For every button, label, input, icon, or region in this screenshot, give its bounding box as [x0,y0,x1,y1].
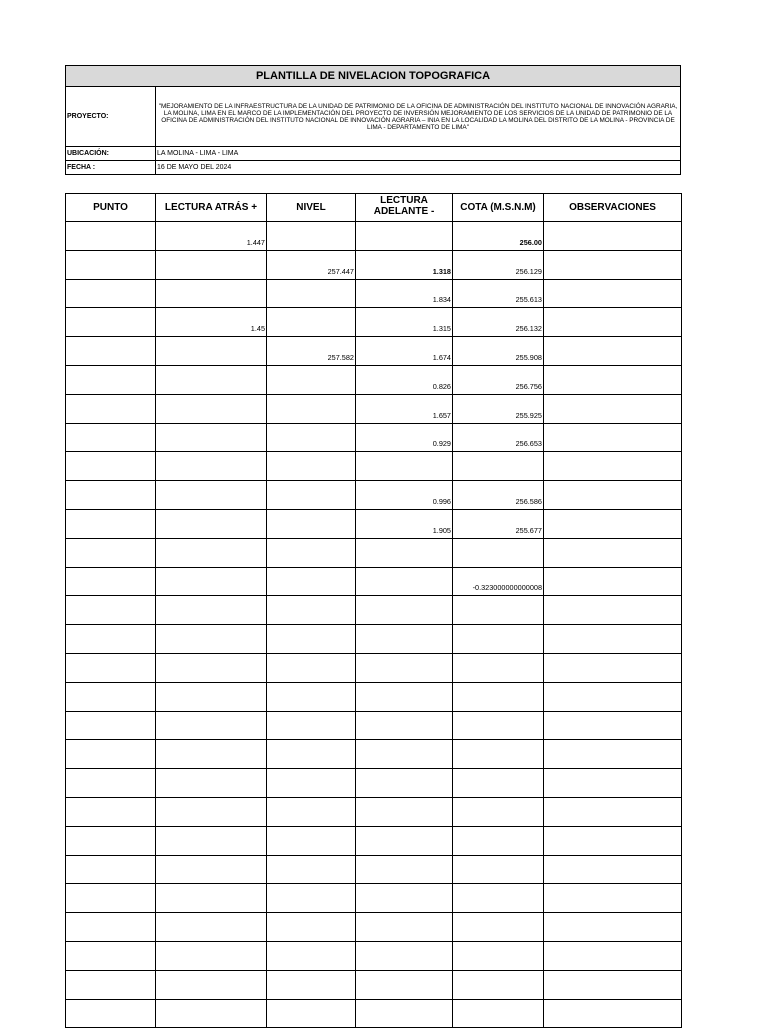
ubicacion-value: LA MOLINA - LIMA - LIMA [156,147,681,161]
table-row [66,394,682,423]
cell-observaciones[interactable] [544,250,682,279]
cell-lectura-atras[interactable] [156,567,267,596]
fecha-value: 16 DE MAYO DEL 2024 [156,161,681,175]
cell-nivel[interactable] [267,423,356,452]
proyecto-value: "MEJORAMIENTO DE LA INFRAESTRUCTURA DE LA UNIDAD DE PATRIMONIO DE LA OFICINA DE ADMINISTRACIÓN DEL INSTITUTO NACIONAL DE INNOVACIÓN AGRARIA, LA MOLINA, LIMA EN EL MARCO DE LA IMPLEMENTACIÓN DEL PROYECTO DE INVERSIÓN MEJORAMIENTO DE LOS SERVICIOS DE LA UNIDAD DE PATRIMONIO DE LA OFICINA DE ADMINISTRACIÓN DEL INSTITUTO NACIONAL DE INNOVACIÓN AGRARIA – INIA EN LA LOCALIDAD LA MOLINA DEL DISTRITO DE LA MOLINA - PROVINCIA DE LIMA - DEPARTAMENTO DE LIMA" [156,87,681,147]
cell-observaciones[interactable] [544,394,682,423]
table-row [66,711,682,740]
cell-lectura-atras[interactable] [156,452,267,481]
fecha-label: FECHA : [66,161,156,175]
cell-lectura-adelante[interactable] [356,855,453,884]
cell-observaciones[interactable] [544,797,682,826]
cell-cota[interactable] [453,653,544,682]
table-row [66,941,682,970]
cell-cota[interactable] [453,596,544,625]
cell-punto[interactable] [66,452,156,481]
cell-lectura-atras[interactable] [156,999,267,1028]
cell-observaciones[interactable] [544,452,682,481]
cell-lectura-adelante[interactable] [356,797,453,826]
cell-lectura-adelante[interactable] [356,769,453,798]
cell-lectura-adelante[interactable] [356,740,453,769]
cell-punto[interactable] [66,682,156,711]
cell-cota[interactable] [453,797,544,826]
cell-observaciones[interactable] [544,567,682,596]
cell-lectura-atras[interactable] [156,481,267,510]
cell-lectura-adelante[interactable] [356,625,453,654]
cell-punto[interactable] [66,653,156,682]
cell-observaciones[interactable] [544,913,682,942]
project-header-table [65,65,681,175]
table-row [66,365,682,394]
cell-lectura-atras[interactable] [156,797,267,826]
cell-observaciones[interactable] [544,423,682,452]
cell-observaciones[interactable] [544,769,682,798]
cell-nivel[interactable]: 257.582 [267,337,356,366]
cell-punto[interactable] [66,711,156,740]
cell-cota[interactable]: 255.613 [453,279,544,308]
cell-observaciones[interactable] [544,682,682,711]
table-row [66,481,682,510]
cell-nivel[interactable] [267,682,356,711]
column-header-cota: COTA (M.S.N.M) [453,194,544,222]
cell-lectura-adelante[interactable] [356,941,453,970]
cell-punto[interactable] [66,625,156,654]
cell-cota[interactable]: 255.925 [453,394,544,423]
table-row [66,279,682,308]
cell-punto[interactable] [66,826,156,855]
cell-lectura-atras[interactable] [156,596,267,625]
cell-lectura-atras[interactable] [156,509,267,538]
cell-observaciones[interactable] [544,711,682,740]
cell-lectura-atras[interactable] [156,653,267,682]
column-header-observaciones: OBSERVACIONES [544,194,682,222]
cell-observaciones[interactable] [544,308,682,337]
cell-cota[interactable] [453,913,544,942]
cell-lectura-adelante[interactable]: 1.657 [356,394,453,423]
table-row [66,222,682,251]
cell-lectura-adelante[interactable] [356,999,453,1028]
cell-nivel[interactable]: 257.447 [267,250,356,279]
cell-lectura-atras[interactable]: 1.447 [156,222,267,251]
cell-lectura-atras[interactable] [156,682,267,711]
column-header-lectura-adelante: LECTURA ADELANTE - [356,194,453,222]
cell-cota[interactable]: 256.129 [453,250,544,279]
cell-cota[interactable] [453,452,544,481]
cell-nivel[interactable] [267,769,356,798]
cell-punto[interactable] [66,509,156,538]
cell-punto[interactable] [66,481,156,510]
cell-observaciones[interactable] [544,625,682,654]
table-row [66,250,682,279]
cell-lectura-adelante[interactable] [356,596,453,625]
table-row [66,452,682,481]
cell-punto[interactable] [66,884,156,913]
cell-lectura-adelante[interactable]: 0.826 [356,365,453,394]
cell-lectura-adelante[interactable] [356,538,453,567]
cell-punto[interactable] [66,308,156,337]
cell-observaciones[interactable] [544,855,682,884]
table-row [66,797,682,826]
table-row [66,826,682,855]
cell-lectura-adelante[interactable]: 1.318 [356,250,453,279]
cell-observaciones[interactable] [544,481,682,510]
table-row [66,855,682,884]
cell-nivel[interactable] [267,740,356,769]
table-row [66,740,682,769]
cell-lectura-atras[interactable] [156,913,267,942]
cell-cota[interactable]: 256.132 [453,308,544,337]
column-header-lectura-atras: LECTURA ATRÁS + [156,194,267,222]
cell-cota[interactable]: -0.323000000000008 [453,567,544,596]
table-row [66,653,682,682]
cell-cota[interactable] [453,884,544,913]
cell-cota[interactable]: 256.00 [453,222,544,251]
cell-lectura-adelante[interactable] [356,222,453,251]
cell-lectura-atras[interactable] [156,250,267,279]
cell-observaciones[interactable] [544,222,682,251]
cell-nivel[interactable] [267,941,356,970]
cell-lectura-atras[interactable] [156,769,267,798]
cell-cota[interactable] [453,970,544,999]
cell-nivel[interactable] [267,797,356,826]
cell-lectura-atras[interactable] [156,884,267,913]
cell-lectura-atras[interactable] [156,394,267,423]
column-header-punto: PUNTO [66,194,156,222]
cell-punto[interactable] [66,970,156,999]
cell-nivel[interactable] [267,394,356,423]
cell-lectura-adelante[interactable]: 1.674 [356,337,453,366]
cell-punto[interactable] [66,337,156,366]
cell-cota[interactable] [453,941,544,970]
cell-cota[interactable] [453,711,544,740]
cell-cota[interactable] [453,855,544,884]
cell-punto[interactable] [66,279,156,308]
cell-nivel[interactable] [267,509,356,538]
cell-lectura-adelante[interactable]: 1.834 [356,279,453,308]
cell-lectura-adelante[interactable] [356,884,453,913]
cell-punto[interactable] [66,769,156,798]
cell-lectura-adelante[interactable] [356,711,453,740]
table-row [66,682,682,711]
cell-lectura-adelante[interactable]: 0.929 [356,423,453,452]
cell-nivel[interactable] [267,970,356,999]
cell-observaciones[interactable] [544,740,682,769]
cell-nivel[interactable] [267,826,356,855]
proyecto-label: PROYECTO: [66,87,156,147]
cell-lectura-atras[interactable] [156,855,267,884]
cell-observaciones[interactable] [544,509,682,538]
cell-punto[interactable] [66,538,156,567]
cell-punto[interactable] [66,797,156,826]
cell-cota[interactable]: 256.756 [453,365,544,394]
sheet-title: PLANTILLA DE NIVELACION TOPOGRAFICA [66,66,681,87]
cell-cota[interactable]: 255.908 [453,337,544,366]
cell-cota[interactable] [453,999,544,1028]
cell-lectura-atras[interactable] [156,970,267,999]
cell-lectura-atras[interactable] [156,625,267,654]
cell-lectura-adelante[interactable] [356,682,453,711]
cell-cota[interactable] [453,769,544,798]
table-row [66,769,682,798]
cell-nivel[interactable] [267,308,356,337]
cell-lectura-atras[interactable] [156,337,267,366]
table-body [66,222,682,1028]
cell-lectura-adelante[interactable] [356,970,453,999]
cell-punto[interactable] [66,855,156,884]
cell-cota[interactable] [453,538,544,567]
cell-cota[interactable]: 256.586 [453,481,544,510]
table-row [66,999,682,1028]
cell-lectura-adelante[interactable] [356,653,453,682]
table-row [66,567,682,596]
table-row [66,970,682,999]
cell-punto[interactable] [66,394,156,423]
table-row [66,538,682,567]
cell-punto[interactable] [66,222,156,251]
table-row [66,423,682,452]
cell-observaciones[interactable] [544,596,682,625]
cell-punto[interactable] [66,999,156,1028]
cell-nivel[interactable] [267,538,356,567]
cell-punto[interactable] [66,941,156,970]
table-row [66,308,682,337]
cell-observaciones[interactable] [544,884,682,913]
cell-punto[interactable] [66,913,156,942]
cell-lectura-atras[interactable] [156,941,267,970]
cell-lectura-adelante[interactable]: 1.905 [356,509,453,538]
cell-lectura-atras[interactable] [156,538,267,567]
cell-punto[interactable] [66,596,156,625]
cell-lectura-adelante[interactable] [356,913,453,942]
cell-punto[interactable] [66,740,156,769]
cell-lectura-atras[interactable] [156,740,267,769]
cell-nivel[interactable] [267,653,356,682]
cell-punto[interactable] [66,423,156,452]
cell-lectura-atras[interactable] [156,826,267,855]
cell-observaciones[interactable] [544,337,682,366]
cell-nivel[interactable] [267,625,356,654]
cell-nivel[interactable] [267,596,356,625]
cell-nivel[interactable] [267,365,356,394]
cell-nivel[interactable] [267,452,356,481]
table-row [66,509,682,538]
cell-lectura-adelante[interactable]: 1.315 [356,308,453,337]
column-header-nivel: NIVEL [267,194,356,222]
cell-observaciones[interactable] [544,970,682,999]
cell-cota[interactable] [453,682,544,711]
cell-lectura-atras[interactable] [156,279,267,308]
ubicacion-label: UBICACIÓN: [66,147,156,161]
cell-nivel[interactable] [267,711,356,740]
cell-cota[interactable] [453,740,544,769]
leveling-table [65,193,682,1028]
cell-nivel[interactable] [267,481,356,510]
cell-cota[interactable] [453,625,544,654]
table-row [66,596,682,625]
table-row [66,625,682,654]
cell-nivel[interactable] [267,567,356,596]
cell-lectura-adelante[interactable]: 0.996 [356,481,453,510]
cell-lectura-adelante[interactable] [356,567,453,596]
cell-nivel[interactable] [267,222,356,251]
cell-cota[interactable]: 255.677 [453,509,544,538]
cell-observaciones[interactable] [544,941,682,970]
cell-punto[interactable] [66,250,156,279]
table-row [66,913,682,942]
cell-lectura-adelante[interactable] [356,452,453,481]
table-row [66,884,682,913]
cell-nivel[interactable] [267,999,356,1028]
cell-lectura-atras[interactable] [156,423,267,452]
cell-cota[interactable] [453,826,544,855]
cell-lectura-atras[interactable] [156,365,267,394]
cell-lectura-atras[interactable] [156,711,267,740]
cell-lectura-adelante[interactable] [356,826,453,855]
cell-punto[interactable] [66,567,156,596]
cell-lectura-atras[interactable]: 1.45 [156,308,267,337]
cell-observaciones[interactable] [544,279,682,308]
cell-observaciones[interactable] [544,538,682,567]
cell-observaciones[interactable] [544,999,682,1028]
cell-nivel[interactable] [267,855,356,884]
cell-nivel[interactable] [267,279,356,308]
cell-observaciones[interactable] [544,365,682,394]
cell-punto[interactable] [66,365,156,394]
cell-observaciones[interactable] [544,826,682,855]
table-row [66,337,682,366]
cell-nivel[interactable] [267,884,356,913]
cell-observaciones[interactable] [544,653,682,682]
cell-cota[interactable]: 256.653 [453,423,544,452]
cell-nivel[interactable] [267,913,356,942]
